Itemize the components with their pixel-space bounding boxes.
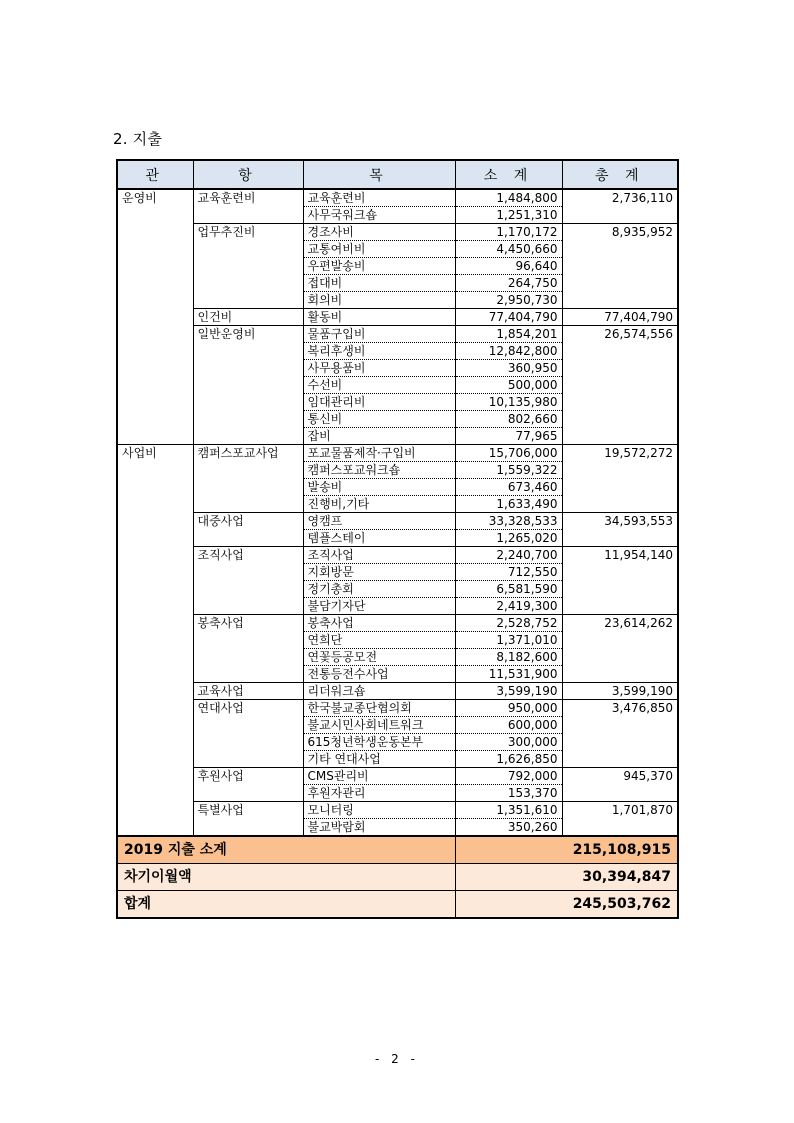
subtotal-cell: 1,251,310 [455, 207, 562, 224]
table-row [117, 428, 678, 445]
subtotal-cell: 673,460 [455, 479, 562, 496]
gwan-cell [117, 683, 193, 700]
table-row [117, 394, 678, 411]
subtotal-cell: 712,550 [455, 564, 562, 581]
gwan-cell [117, 479, 193, 496]
mok-cell: 615청년학생운동본부 [303, 734, 455, 751]
total-cell [562, 751, 678, 768]
hang-cell [193, 207, 303, 224]
subtotal-cell: 77,965 [455, 428, 562, 445]
subtotal-cell: 792,000 [455, 768, 562, 785]
summary-row-subtotal [117, 836, 678, 864]
total-cell [562, 275, 678, 292]
table-row [117, 649, 678, 666]
total-cell: 19,572,272 [562, 445, 678, 462]
total-cell [562, 360, 678, 377]
hang-cell [193, 258, 303, 275]
gwan-cell [117, 819, 193, 837]
table-row [117, 683, 678, 700]
gwan-cell [117, 530, 193, 547]
mok-cell: 템플스테이 [303, 530, 455, 547]
subtotal-cell: 802,660 [455, 411, 562, 428]
gwan-cell [117, 241, 193, 258]
subtotal-cell: 360,950 [455, 360, 562, 377]
header-subtotal: 소 계 [455, 160, 562, 189]
mok-cell: 영캠프 [303, 513, 455, 530]
subtotal-cell: 264,750 [455, 275, 562, 292]
total-cell [562, 428, 678, 445]
gwan-cell [117, 700, 193, 717]
subtotal-cell: 1,170,172 [455, 224, 562, 241]
table-row [117, 564, 678, 581]
total-cell: 26,574,556 [562, 326, 678, 343]
mok-cell: 사무국워크숍 [303, 207, 455, 224]
mok-cell: 회의비 [303, 292, 455, 309]
hang-cell [193, 462, 303, 479]
hang-cell [193, 241, 303, 258]
hang-cell [193, 632, 303, 649]
mok-cell: 불교시민사회네트워크 [303, 717, 455, 734]
subtotal-cell: 1,351,610 [455, 802, 562, 819]
subtotal-cell: 600,000 [455, 717, 562, 734]
subtotal-cell: 10,135,980 [455, 394, 562, 411]
hang-cell [193, 360, 303, 377]
gwan-cell [117, 309, 193, 326]
mok-cell: 후원자관리 [303, 785, 455, 802]
header-hang: 항 [193, 160, 303, 189]
table-row [117, 513, 678, 530]
gwan-cell [117, 343, 193, 360]
subtotal-cell: 4,450,660 [455, 241, 562, 258]
hang-cell [193, 751, 303, 768]
total-cell: 1,701,870 [562, 802, 678, 819]
mok-cell: 포교물품제작·구입비 [303, 445, 455, 462]
mok-cell: 사무용품비 [303, 360, 455, 377]
table-header-row [117, 160, 678, 189]
subtotal-cell: 2,528,752 [455, 615, 562, 632]
table-row [117, 241, 678, 258]
subtotal-cell: 1,265,020 [455, 530, 562, 547]
gwan-cell [117, 224, 193, 241]
gwan-cell [117, 462, 193, 479]
mok-cell: 접대비 [303, 275, 455, 292]
gwan-cell [117, 207, 193, 224]
table-row [117, 275, 678, 292]
gwan-cell: 사업비 [117, 445, 193, 462]
total-cell [562, 479, 678, 496]
gwan-cell [117, 428, 193, 445]
subtotal-cell: 15,706,000 [455, 445, 562, 462]
table-row [117, 768, 678, 785]
hang-cell [193, 819, 303, 837]
subtotal-cell: 12,842,800 [455, 343, 562, 360]
table-row [117, 377, 678, 394]
subtotal-cell: 1,371,010 [455, 632, 562, 649]
table-row [117, 224, 678, 241]
mok-cell: 임대관리비 [303, 394, 455, 411]
subtotal-cell: 1,854,201 [455, 326, 562, 343]
hang-cell: 봉축사업 [193, 615, 303, 632]
total-cell [562, 411, 678, 428]
mok-cell: 경조사비 [303, 224, 455, 241]
table-row [117, 819, 678, 837]
hang-cell: 업무추진비 [193, 224, 303, 241]
total-cell: 2,736,110 [562, 189, 678, 207]
mok-cell: 잡비 [303, 428, 455, 445]
hang-cell [193, 377, 303, 394]
subtotal-cell: 1,484,800 [455, 189, 562, 207]
total-cell: 34,593,553 [562, 513, 678, 530]
table-row [117, 411, 678, 428]
gwan-cell [117, 258, 193, 275]
mok-cell: 불교박람회 [303, 819, 455, 837]
subtotal-cell: 2,419,300 [455, 598, 562, 615]
subtotal-cell: 500,000 [455, 377, 562, 394]
subtotal-cell: 96,640 [455, 258, 562, 275]
mok-cell: 조직사업 [303, 547, 455, 564]
gwan-cell [117, 496, 193, 513]
hang-cell [193, 530, 303, 547]
table-row [117, 462, 678, 479]
mok-cell: 불담기자단 [303, 598, 455, 615]
hang-cell: 캠퍼스포교사업 [193, 445, 303, 462]
gwan-cell [117, 802, 193, 819]
summary-amount: 245,503,762 [455, 891, 678, 919]
total-cell: 945,370 [562, 768, 678, 785]
table-row [117, 581, 678, 598]
subtotal-cell: 1,626,850 [455, 751, 562, 768]
gwan-cell [117, 717, 193, 734]
gwan-cell [117, 411, 193, 428]
hang-cell [193, 581, 303, 598]
total-cell [562, 564, 678, 581]
total-cell: 11,954,140 [562, 547, 678, 564]
section-title: 2. 지출 [113, 130, 163, 148]
gwan-cell [117, 360, 193, 377]
gwan-cell [117, 326, 193, 343]
total-cell [562, 819, 678, 837]
hang-cell: 조직사업 [193, 547, 303, 564]
mok-cell: 교통여비비 [303, 241, 455, 258]
subtotal-cell: 1,559,322 [455, 462, 562, 479]
gwan-cell [117, 785, 193, 802]
total-cell [562, 581, 678, 598]
table-row [117, 360, 678, 377]
table-row [117, 802, 678, 819]
subtotal-cell: 2,240,700 [455, 547, 562, 564]
total-cell: 8,935,952 [562, 224, 678, 241]
summary-label: 합계 [117, 891, 455, 919]
table-row [117, 598, 678, 615]
hang-cell [193, 666, 303, 683]
gwan-cell [117, 734, 193, 751]
header-mok: 목 [303, 160, 455, 189]
hang-cell [193, 275, 303, 292]
mok-cell: 발송비 [303, 479, 455, 496]
gwan-cell [117, 751, 193, 768]
table-row [117, 326, 678, 343]
total-cell [562, 462, 678, 479]
total-cell [562, 632, 678, 649]
mok-cell: 통신비 [303, 411, 455, 428]
table-row [117, 734, 678, 751]
table-row [117, 751, 678, 768]
hang-cell [193, 411, 303, 428]
table-row [117, 292, 678, 309]
gwan-cell: 운영비 [117, 189, 193, 207]
total-cell [562, 343, 678, 360]
summary-amount: 30,394,847 [455, 864, 678, 891]
summary-row-grand-total [117, 891, 678, 919]
total-cell [562, 377, 678, 394]
total-cell [562, 530, 678, 547]
subtotal-cell: 1,633,490 [455, 496, 562, 513]
total-cell [562, 292, 678, 309]
table-row [117, 785, 678, 802]
total-cell: 3,599,190 [562, 683, 678, 700]
mok-cell: 모니터링 [303, 802, 455, 819]
hang-cell: 후원사업 [193, 768, 303, 785]
hang-cell [193, 734, 303, 751]
mok-cell: 복리후생비 [303, 343, 455, 360]
table-row [117, 632, 678, 649]
mok-cell: 기타 연대사업 [303, 751, 455, 768]
total-cell [562, 598, 678, 615]
table-row [117, 615, 678, 632]
gwan-cell [117, 275, 193, 292]
gwan-cell [117, 377, 193, 394]
table-row [117, 207, 678, 224]
summary-row-carryover [117, 864, 678, 891]
gwan-cell [117, 598, 193, 615]
mok-cell: 수선비 [303, 377, 455, 394]
gwan-cell [117, 394, 193, 411]
total-cell [562, 207, 678, 224]
expenditure-table [116, 159, 679, 919]
table-row [117, 717, 678, 734]
gwan-cell [117, 768, 193, 785]
table-row [117, 309, 678, 326]
hang-cell [193, 785, 303, 802]
hang-cell [193, 717, 303, 734]
hang-cell [193, 479, 303, 496]
gwan-cell [117, 649, 193, 666]
summary-label: 2019 지출 소계 [117, 836, 455, 864]
hang-cell: 교육훈련비 [193, 189, 303, 207]
gwan-cell [117, 513, 193, 530]
total-cell: 77,404,790 [562, 309, 678, 326]
hang-cell: 특별사업 [193, 802, 303, 819]
gwan-cell [117, 564, 193, 581]
page-number: - 2 - [375, 1052, 419, 1066]
hang-cell: 교육사업 [193, 683, 303, 700]
header-gwan: 관 [117, 160, 193, 189]
total-cell [562, 258, 678, 275]
hang-cell: 일반운영비 [193, 326, 303, 343]
mok-cell: CMS관리비 [303, 768, 455, 785]
total-cell [562, 241, 678, 258]
mok-cell: 진행비,기타 [303, 496, 455, 513]
hang-cell [193, 292, 303, 309]
summary-label: 차기이월액 [117, 864, 455, 891]
total-cell: 23,614,262 [562, 615, 678, 632]
table-row [117, 496, 678, 513]
subtotal-cell: 11,531,900 [455, 666, 562, 683]
mok-cell: 정기총회 [303, 581, 455, 598]
hang-cell [193, 496, 303, 513]
subtotal-cell: 6,581,590 [455, 581, 562, 598]
hang-cell [193, 428, 303, 445]
gwan-cell [117, 666, 193, 683]
table-row [117, 666, 678, 683]
mok-cell: 리더워크숍 [303, 683, 455, 700]
gwan-cell [117, 547, 193, 564]
subtotal-cell: 8,182,600 [455, 649, 562, 666]
gwan-cell [117, 581, 193, 598]
table-row [117, 258, 678, 275]
hang-cell [193, 394, 303, 411]
total-cell [562, 734, 678, 751]
hang-cell [193, 598, 303, 615]
subtotal-cell: 2,950,730 [455, 292, 562, 309]
table-row [117, 479, 678, 496]
total-cell [562, 785, 678, 802]
summary-body [117, 836, 678, 918]
hang-cell [193, 343, 303, 360]
mok-cell: 봉축사업 [303, 615, 455, 632]
summary-amount: 215,108,915 [455, 836, 678, 864]
gwan-cell [117, 292, 193, 309]
gwan-cell [117, 632, 193, 649]
table-body [117, 189, 678, 836]
hang-cell: 대중사업 [193, 513, 303, 530]
table-row [117, 530, 678, 547]
total-cell [562, 394, 678, 411]
total-cell [562, 496, 678, 513]
table-row [117, 343, 678, 360]
subtotal-cell: 33,328,533 [455, 513, 562, 530]
mok-cell: 우편발송비 [303, 258, 455, 275]
mok-cell: 연꽃등공모전 [303, 649, 455, 666]
table-row [117, 189, 678, 207]
hang-cell [193, 649, 303, 666]
mok-cell: 한국불교종단협의회 [303, 700, 455, 717]
mok-cell: 물품구입비 [303, 326, 455, 343]
mok-cell: 교육훈련비 [303, 189, 455, 207]
subtotal-cell: 3,599,190 [455, 683, 562, 700]
mok-cell: 활동비 [303, 309, 455, 326]
subtotal-cell: 300,000 [455, 734, 562, 751]
total-cell [562, 717, 678, 734]
hang-cell: 인건비 [193, 309, 303, 326]
table-row [117, 445, 678, 462]
gwan-cell [117, 615, 193, 632]
subtotal-cell: 950,000 [455, 700, 562, 717]
total-cell [562, 666, 678, 683]
hang-cell [193, 564, 303, 581]
subtotal-cell: 77,404,790 [455, 309, 562, 326]
mok-cell: 전통등전수사업 [303, 666, 455, 683]
subtotal-cell: 153,370 [455, 785, 562, 802]
mok-cell: 지회방문 [303, 564, 455, 581]
mok-cell: 캠퍼스포교워크숍 [303, 462, 455, 479]
subtotal-cell: 350,260 [455, 819, 562, 837]
total-cell: 3,476,850 [562, 700, 678, 717]
table-row [117, 700, 678, 717]
table-row [117, 547, 678, 564]
hang-cell: 연대사업 [193, 700, 303, 717]
header-total: 총 계 [562, 160, 678, 189]
total-cell [562, 649, 678, 666]
mok-cell: 연희단 [303, 632, 455, 649]
